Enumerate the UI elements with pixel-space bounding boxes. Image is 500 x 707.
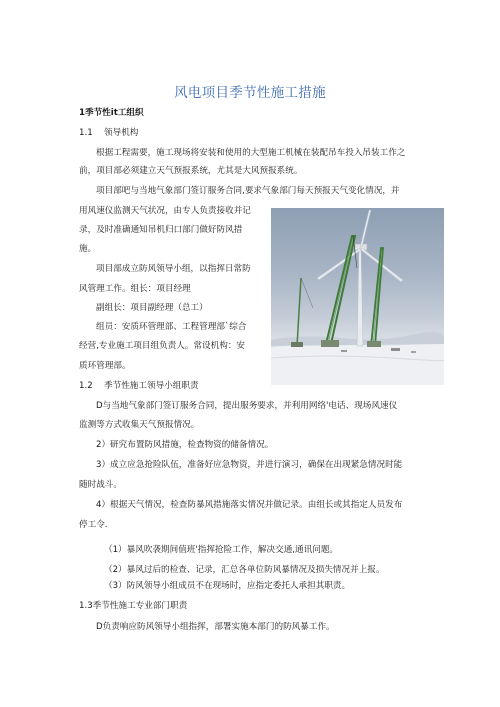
list-item: 2）研究布置防风措施，检查物资的储备情况。	[96, 440, 274, 450]
paragraph-line: 经营,专业施工项目组负责人。常设机构：安	[79, 341, 246, 351]
document-title: 风电项目季节性施工措施	[174, 85, 326, 101]
list-item-line: 停工令.	[79, 520, 108, 530]
section-heading-1: 1季节性it工组织	[79, 108, 144, 118]
paragraph-line: 风管理工作。组长：项目经理	[79, 284, 191, 294]
paragraph-line: 录，及时准确通知吊机归口部门做好防风措	[79, 225, 243, 235]
paragraph-line: D负责响应防风领导小组指挥，部署实施本部门的防风暴工作。	[96, 622, 335, 632]
paragraph-line: 前，项目部必须建立天气预报系统，尤其是大风预报系统。	[79, 166, 303, 176]
paragraph-line: 质环管理部。	[79, 361, 131, 371]
sub-list-item: （3）防风领导小组成员不在现场时，应指定委托人承担其职责。	[104, 581, 351, 591]
paragraph-line: 施。	[79, 244, 97, 254]
paragraph-line: 项目部吧与当地气象部门签订服务合同,要求气象部门每天预报天气变化情况，并	[96, 186, 400, 196]
list-item-line: 4）根据天气情况，检查防暴风措施落实情况并做记录。由组长或其指定人员发布	[96, 500, 403, 510]
sub-list-item: （1）暴风吹袭期间值班'指挥抢险工作，解决交通,通讯问题。	[104, 545, 339, 555]
list-item-line: D与当地气象部门签订服务合同，提出服务要求，并利用网络'电话、现场风速仪	[96, 401, 398, 411]
subsection-number-1-1: 1.1	[79, 128, 93, 138]
list-item-line: 3）成立应急抢险队伍，准备好应急物资，并进行演习，确保在出现紧急情况时能	[96, 460, 403, 470]
sub-list-item: （2）暴风过后的检查、记录，汇总各单位防风暴情况及损失情况并上报。	[104, 565, 385, 575]
paragraph-line: 项目部成立防风领导小组，以指挥日常防	[96, 264, 251, 274]
paragraph-line: 副组长：项目副经理（总工）	[96, 303, 208, 313]
subsection-title-1-2: 季节性施工领导小组职责	[104, 381, 199, 391]
subsection-title-1-1: 领导机构	[104, 128, 139, 138]
paragraph-line: 用风速仪监测天气状况，由专人负责接收并记	[79, 206, 251, 216]
subsection-title-1-3: 1.3季节性施工专业部门职责	[79, 601, 188, 611]
list-item-line: 随时战斗。	[79, 480, 122, 490]
paragraph-line: 根据工程需要，施工现场将安装和使用的大型施工机械在装配吊车投入吊装工作之	[96, 148, 406, 158]
list-item-line: 监测等方式收集天气预报情况。	[79, 420, 200, 430]
wind-turbine-crane-photo	[271, 208, 444, 385]
paragraph-line: 组员：安质环管理部、工程管理部`综合	[96, 322, 247, 332]
subsection-number-1-2: 1.2	[79, 381, 93, 391]
